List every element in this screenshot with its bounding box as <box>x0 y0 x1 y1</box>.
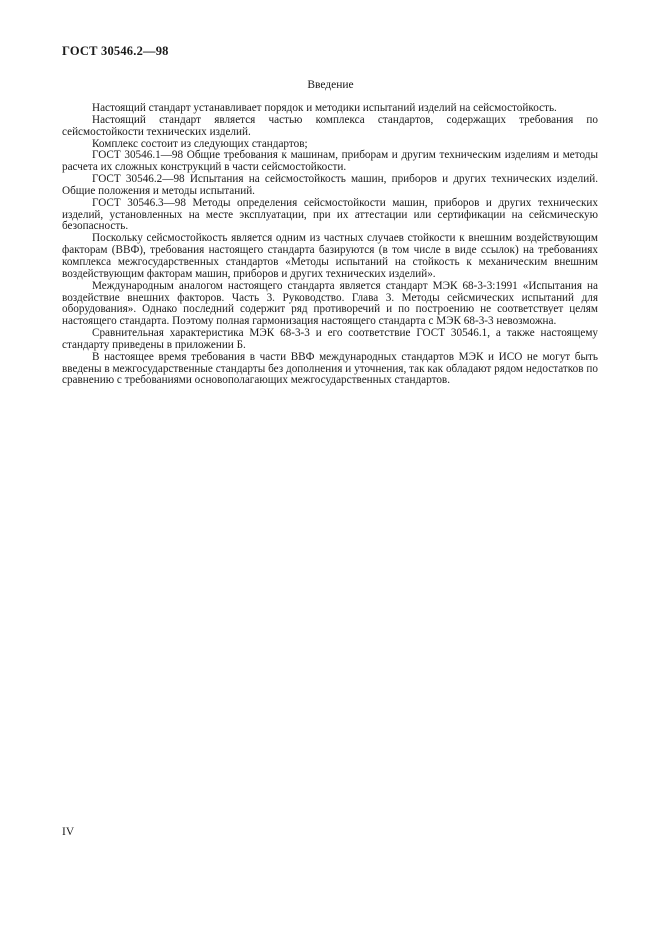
paragraph-external-factors: Поскольку сейсмостойкость является одним из частных случаев стойкости к внешним воздействующим факторам (ВВФ), требования настоящего стандарта базируются (в том числе в виде ссылок) на требованиях комплекса межгосударственных стандартов «Методы испытаний на стойкость к механическим внешним воздействующим факторам машин, приборов и других технических изделий». <box>62 232 598 280</box>
paragraph-standard-part3: ГОСТ 30546.3—98 Методы определения сейсмостойкости машин, приборов и других технических изделий, установленных на месте эксплуатации, при их аттестации или сертификации на сейсмическую безопасность. <box>62 196 598 233</box>
paragraph-complex-part: Настоящий стандарт является частью комплекса стандартов, содержащих требования по сейсмостойкости технических изделий. <box>62 113 598 138</box>
paragraph-current-status: В настоящее время требования в части ВВФ международных стандартов МЭК и ИСО не могут быть введены в межгосударственные стандарты без дополнения и уточнения, так как обладают рядом недостатков по сравнению с требованиями основополагающих межгосударственных стандартов. <box>62 350 598 387</box>
paragraph-international-analog: Международным аналогом настоящего стандарта является стандарт МЭК 68-3-3:1991 «Испытания на воздействие внешних факторов. Часть 3. Руководство. Глава 3. Методы сейсмических испытаний для оборудования». Однако последний содержит ряд противоречий и по построению не соответствует целям настоящего стандарта. Поэтому полная гармонизация настоящего стандарта с МЭК 68-3-3 невозможна. <box>62 279 598 328</box>
document-code-header: ГОСТ 30546.2—98 <box>62 44 169 58</box>
section-title: Введение <box>307 79 354 91</box>
paragraph-standard-part2: ГОСТ 30546.2—98 Испытания на сейсмостойкость машин, приборов и других технических изделий. Общие положения и методы испытаний. <box>62 173 598 197</box>
paragraph-scope: Настоящий стандарт устанавливает порядок и методики испытаний изделий на сейсмостойкость. <box>92 102 557 114</box>
introduction-body <box>62 103 598 387</box>
paragraph-complex-list-intro: Комплекс состоит из следующих стандартов; <box>92 137 308 150</box>
page-number: IV <box>62 826 75 838</box>
paragraph-standard-part1: ГОСТ 30546.1—98 Общие требования к машинам, приборам и другим техническим изделиям и методы расчета их сложных конструкций в части сейсмостойкости. <box>62 149 598 174</box>
paragraph-comparison: Сравнительная характеристика МЭК 68-3-3 и его соответствие ГОСТ 30546.1, а также настоящему стандарту приведены в приложении Б. <box>62 327 598 351</box>
